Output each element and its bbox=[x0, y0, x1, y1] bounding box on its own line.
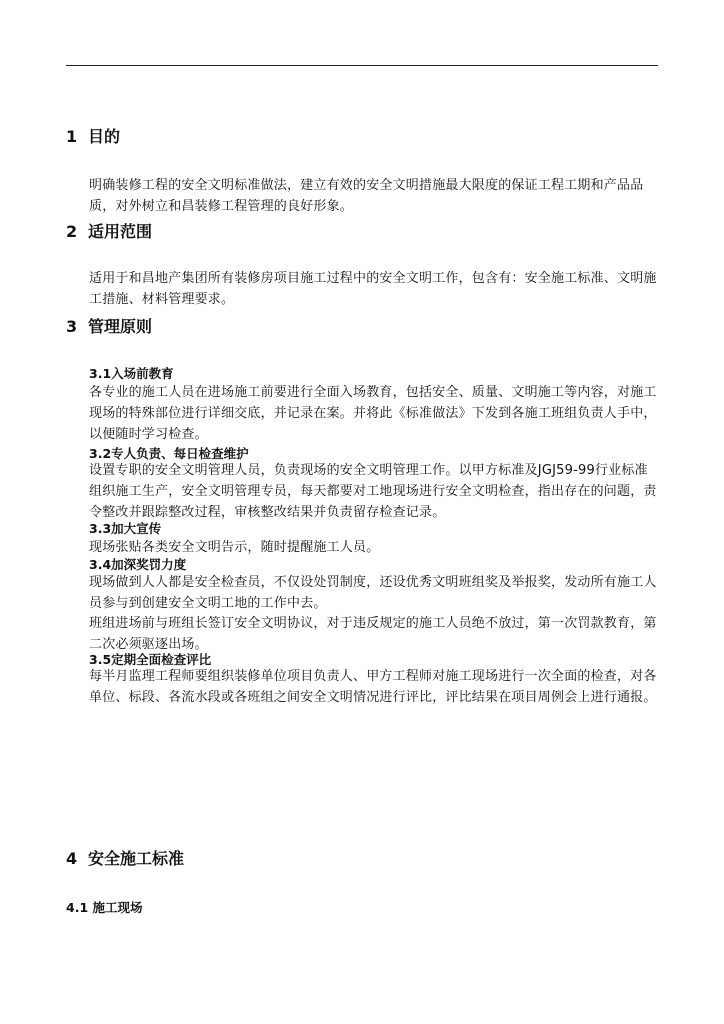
section-4-title: 安全施工标准 bbox=[88, 849, 185, 868]
section-4-number: 4 bbox=[66, 849, 78, 868]
subsection-3-4-body: 现场做到人人都是安全检查员，不仅设处罚制度，还设优秀文明班组奖及举报奖，发动所有施工人员参与到创建安全文明工地的工作中去。 bbox=[89, 575, 657, 611]
subsection-3-1-title: 3.1入场前教育 bbox=[89, 366, 174, 381]
section-1-number: 1 bbox=[66, 127, 78, 146]
section-2-number: 2 bbox=[66, 222, 78, 241]
section-4-heading bbox=[66, 849, 184, 869]
subsection-3-2-title: 3.2专人负责、每日检查维护 bbox=[89, 446, 249, 461]
section-2-heading bbox=[66, 222, 152, 242]
section-3-title: 管理原则 bbox=[88, 317, 153, 336]
subsection-3-2-body: 设置专职的安全文明管理人员，负责现场的安全文明管理工作。以甲方标准及JGJ59-99行业标准组织施工生产，安全文明管理专员，每天都要对工地现场进行安全文明检查，指出存在的问题，责令整改并跟踪整改过程，审核整改结果并负责留存检查记录。 bbox=[89, 463, 657, 520]
section-2-title: 适用范围 bbox=[88, 222, 153, 241]
subsection-3-4-title: 3.4加深奖罚力度 bbox=[89, 557, 187, 572]
subsection-3-5-body: 每半月监理工程师要组织装修单位项目负责人、甲方工程师对施工现场进行一次全面的检查，对各单位、标段、各流水段或各班组之间安全文明情况进行评比，评比结果在项目周例会上进行通报。 bbox=[89, 669, 657, 705]
section-1-heading bbox=[66, 127, 120, 147]
subsection-3-1-body: 各专业的施工人员在进场施工前要进行全面入场教育，包括安全、质量、文明施工等内容，对施工现场的特殊部位进行详细交底，并记录在案。并将此《标准做法》下发到各施工班组负责人手中，以便随时学习检查。 bbox=[89, 385, 657, 442]
subsection-3-5-title: 3.5定期全面检查评比 bbox=[89, 652, 212, 667]
section-3-heading bbox=[66, 317, 152, 337]
subsection-3-3-body: 现场张贴各类安全文明告示，随时提醒施工人员。 bbox=[89, 540, 380, 555]
header-rule bbox=[66, 65, 658, 66]
subsection-3-3-title: 3.3加大宣传 bbox=[89, 521, 162, 536]
subsection-4-1-title: 4.1 施工现场 bbox=[66, 900, 143, 915]
section-1-title: 目的 bbox=[88, 127, 121, 146]
section-2-body: 适用于和昌地产集团所有装修房项目施工过程中的安全文明工作，包含有：安全施工标准、文明施工措施、材料管理要求。 bbox=[89, 271, 657, 307]
section-1-body: 明确装修工程的安全文明标准做法，建立有效的安全文明措施最大限度的保证工程工期和产品品质，对外树立和昌装修工程管理的良好形象。 bbox=[89, 178, 644, 214]
section-3-number: 3 bbox=[66, 317, 78, 336]
subsection-3-4-body-2: 班组进场前与班组长签订安全文明协议，对于违反规定的施工人员绝不放过，第一次罚款教育，第二次必须驱逐出场。 bbox=[89, 616, 657, 652]
